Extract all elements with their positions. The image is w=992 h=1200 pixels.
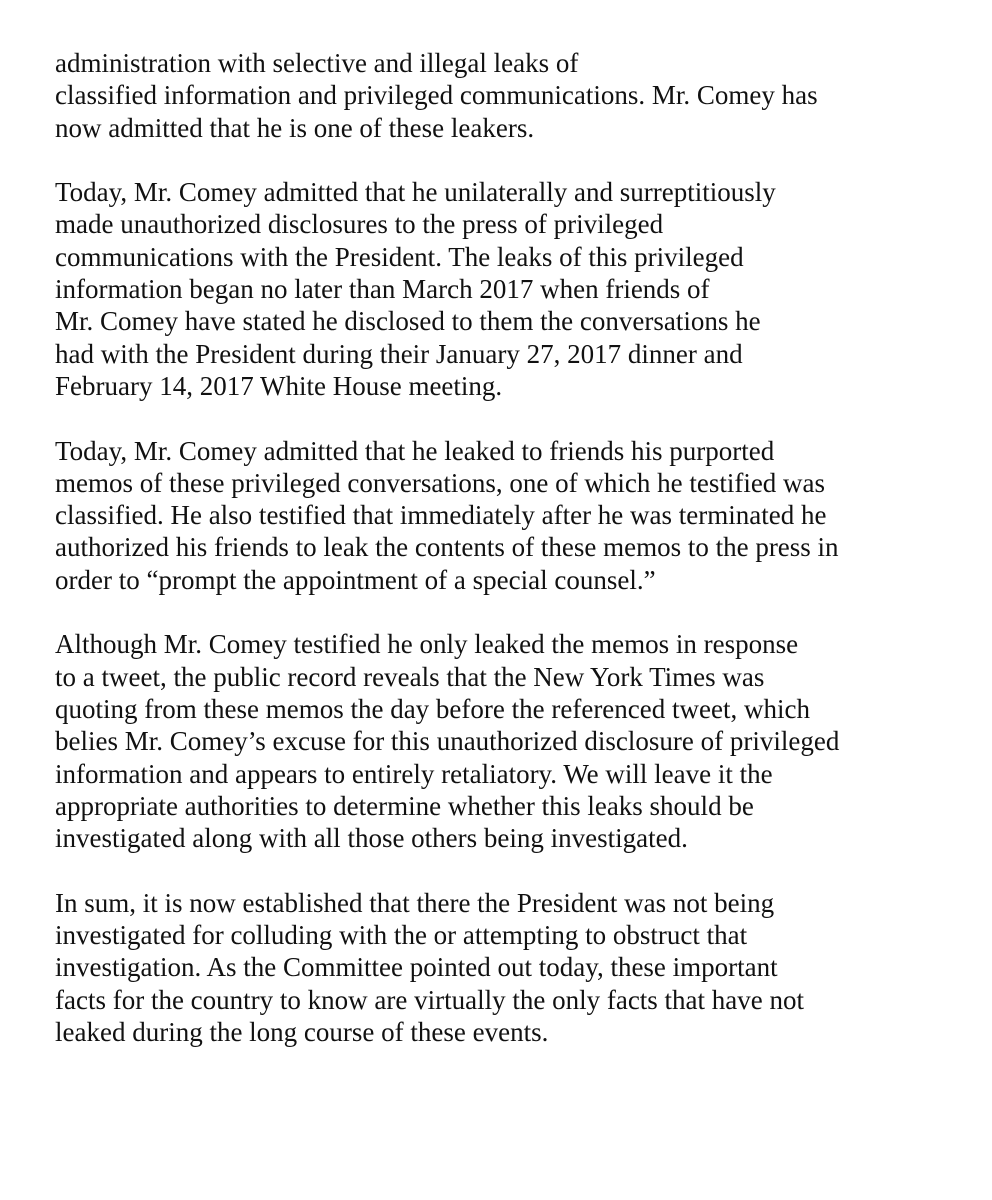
text-line: belies Mr. Comey’s excuse for this unauthorized disclosure of privileged	[55, 726, 840, 757]
text-line: In sum, it is now established that there the President was not being	[55, 887, 775, 918]
text-line: made unauthorized disclosures to the press of privileged	[55, 209, 664, 240]
text-line: quoting from these memos the day before the referenced tweet, which	[55, 693, 810, 724]
text-line: classified. He also testified that immediately after he was terminated he	[55, 500, 827, 531]
text-line: appropriate authorities to determine whether this leaks should be	[55, 790, 754, 821]
text-line: administration with selective and illegal leaks of	[55, 48, 579, 78]
text-line: investigation. As the Committee pointed out today, these important	[55, 952, 778, 983]
text-line: investigated along with all those others being investigated.	[55, 823, 688, 854]
text-line: now admitted that he is one of these leakers.	[55, 112, 535, 143]
text-line: investigated for colluding with the or attempting to obstruct that	[55, 920, 748, 951]
text-line: communications with the President. The leaks of this privileged	[55, 241, 744, 272]
text-line: information began no later than March 2017 when friends of	[55, 274, 710, 305]
text-line: to a tweet, the public record reveals that the New York Times was	[55, 661, 765, 692]
text-line: authorized his friends to leak the contents of these memos to the press in	[55, 532, 839, 563]
text-line: classified information and privileged communications. Mr. Comey has	[55, 80, 818, 111]
paragraph-4	[55, 628, 965, 854]
text-line: Although Mr. Comey testified he only leaked the memos in response	[55, 629, 799, 660]
paragraph-5	[55, 887, 965, 1048]
text-line: February 14, 2017 White House meeting.	[55, 370, 503, 401]
text-line: Today, Mr. Comey admitted that he unilaterally and surreptitiously	[55, 177, 776, 208]
text-line: information and appears to entirely retaliatory. We will leave it the	[55, 758, 773, 789]
text-line: had with the President during their January 27, 2017 dinner and	[55, 338, 743, 369]
paragraph-2	[55, 176, 965, 402]
paragraph-1	[55, 47, 965, 144]
text-line: memos of these privileged conversations, one of which he testified was	[55, 467, 826, 498]
text-line: Mr. Comey have stated he disclosed to them the conversations he	[55, 306, 761, 337]
statement-text	[55, 47, 965, 1081]
paragraph-3	[55, 435, 965, 596]
text-line: Today, Mr. Comey admitted that he leaked to friends his purported	[55, 435, 775, 466]
text-line: leaked during the long course of these events.	[55, 1016, 549, 1047]
text-line: order to “prompt the appointment of a special counsel.”	[55, 564, 656, 595]
text-line: facts for the country to know are virtually the only facts that have not	[55, 984, 805, 1015]
